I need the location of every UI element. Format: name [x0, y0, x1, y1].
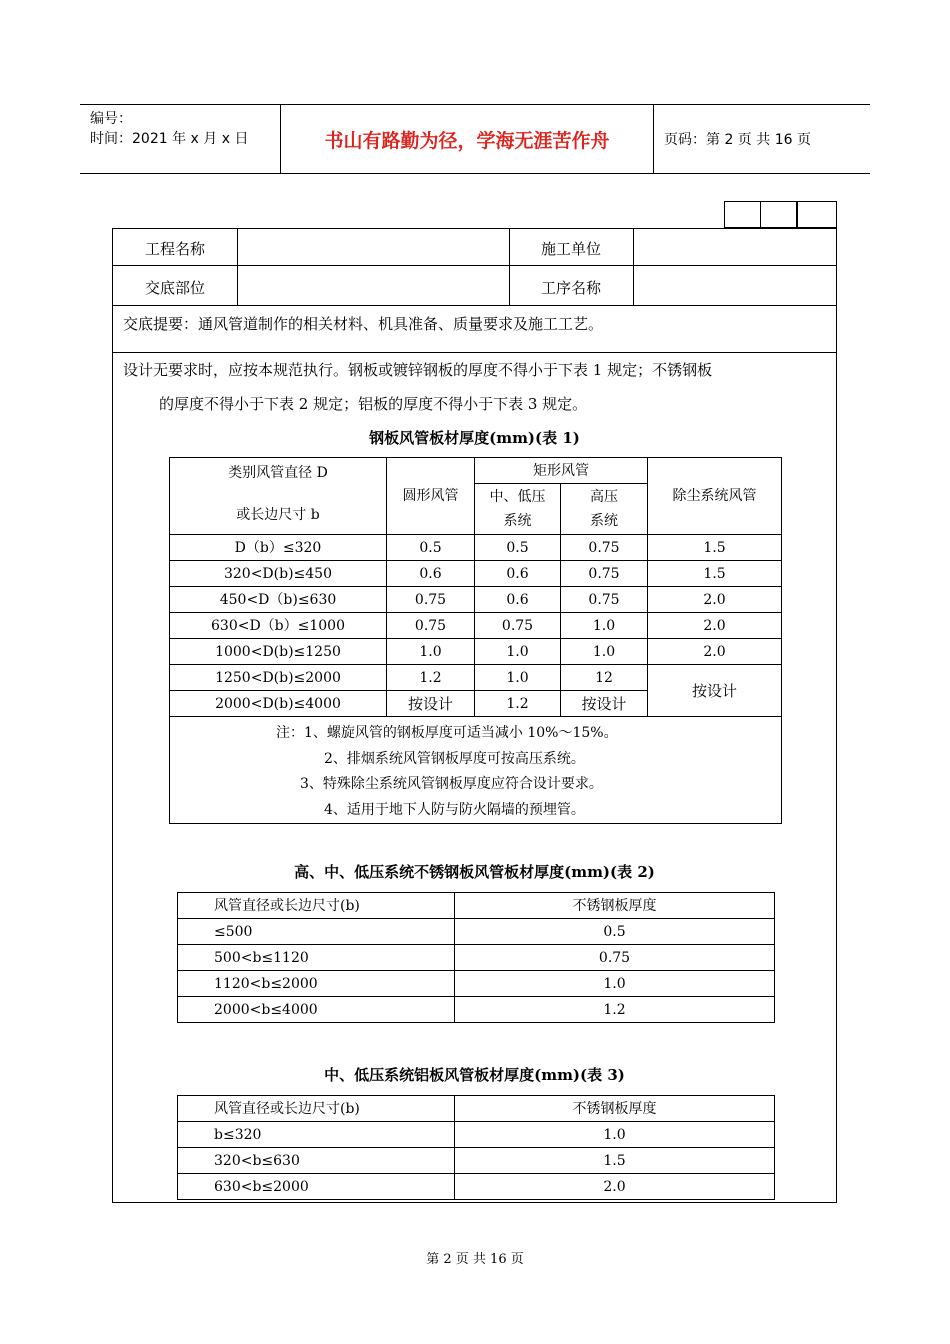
table1-header-rect: 矩形风管 — [475, 458, 648, 484]
table1-notes — [170, 717, 782, 824]
table1-header-midlow — [475, 484, 561, 535]
cell-round: 1.2 — [387, 665, 475, 691]
header-meta — [80, 105, 280, 173]
table-row — [178, 1148, 775, 1174]
cell-round: 1.0 — [387, 639, 475, 665]
cell-thickness: 2.0 — [455, 1174, 775, 1200]
cell-round: 0.75 — [387, 613, 475, 639]
cell-midlow: 1.0 — [475, 639, 561, 665]
table-row — [170, 561, 782, 587]
cell-dust: 按设计 — [648, 665, 782, 717]
cell-thickness: 1.0 — [455, 1122, 775, 1148]
cell-size: 1250<D(b)≤2000 — [170, 665, 387, 691]
cell-size: 630<D（b）≤1000 — [170, 613, 387, 639]
cell-size: b≤320 — [178, 1122, 455, 1148]
cell-thickness: 1.0 — [455, 971, 775, 997]
cell-size: 1120<b≤2000 — [178, 971, 455, 997]
note-1: 注：1、螺旋风管的钢板厚度可适当减小 10%～15%。 — [276, 725, 618, 741]
table-row — [178, 1174, 775, 1200]
table-row — [170, 639, 782, 665]
page-info: 页码：第 2 页 共 16 页 — [664, 132, 811, 148]
table-row — [170, 665, 782, 691]
table-row — [178, 1122, 775, 1148]
table-row — [178, 919, 775, 945]
cell-high: 1.0 — [561, 613, 648, 639]
blank-box — [724, 201, 761, 228]
header-midlow-text: 中、低压 — [489, 489, 546, 505]
cell-size: 320<b≤630 — [178, 1148, 455, 1174]
cell-size: ≤500 — [178, 919, 455, 945]
cell-dust: 2.0 — [648, 613, 782, 639]
header-high-text: 高压 — [590, 489, 618, 505]
process-name-label: 工序名称 — [540, 279, 601, 297]
cell-round: 按设计 — [387, 691, 475, 717]
cell-high: 12 — [561, 665, 648, 691]
cell-size: 450<D（b)≤630 — [170, 587, 387, 613]
cell-size: 2000<b≤4000 — [178, 997, 455, 1023]
header-system-text: 系统 — [590, 513, 618, 529]
cell-dust: 2.0 — [648, 587, 782, 613]
cell-thickness: 0.5 — [455, 919, 775, 945]
table-row — [170, 613, 782, 639]
construction-unit-label: 施工单位 — [540, 240, 601, 258]
cell-midlow: 1.2 — [475, 691, 561, 717]
cell-size: 320<D(b)≤450 — [170, 561, 387, 587]
blank-box — [760, 201, 797, 228]
table2-header-thickness: 不锈钢板厚度 — [455, 893, 775, 919]
cell-size: 1000<D(b)≤1250 — [170, 639, 387, 665]
cell-thickness: 1.2 — [455, 997, 775, 1023]
cell-dust: 2.0 — [648, 639, 782, 665]
stainless-thickness-table — [177, 892, 775, 1023]
note-4: 4、适用于地下人防与防火隔墙的预埋管。 — [324, 801, 585, 818]
page-header — [80, 104, 870, 174]
header-system-text: 系统 — [503, 513, 532, 529]
steel-thickness-table — [169, 457, 782, 824]
project-name-label: 工程名称 — [144, 240, 205, 258]
table1-header-high — [561, 484, 648, 535]
cell-high: 1.0 — [561, 639, 648, 665]
cell-size: D（b）≤320 — [170, 535, 387, 561]
cell-size: 2000<D(b)≤4000 — [170, 691, 387, 717]
page-footer: 第 2 页 共 16 页 — [426, 1252, 524, 1267]
intro-line-1: 设计无要求时，应按本规范执行。钢板或镀锌钢板的厚度不得小于下表 1 规定；不锈钢板 — [123, 361, 713, 379]
table-row — [170, 535, 782, 561]
cell-round: 0.6 — [387, 561, 475, 587]
header-size-line1: 类别风管直径 D — [228, 465, 328, 481]
table3-caption: 中、低压系统铝板风管板材厚度(mm)(表 3) — [324, 1066, 625, 1084]
note-2: 2、排烟系统风管钢板厚度可按高压系统。 — [324, 750, 585, 767]
table1-caption: 钢板风管板材厚度(mm)(表 1) — [369, 429, 580, 447]
cell-size: 500<b≤1120 — [178, 945, 455, 971]
cell-midlow: 0.6 — [475, 587, 561, 613]
intro-line-2: 的厚度不得小于下表 2 规定；铝板的厚度不得小于下表 3 规定。 — [159, 395, 588, 413]
aluminum-thickness-table — [177, 1095, 775, 1200]
table-row — [178, 997, 775, 1023]
number-label: 编号： — [90, 111, 132, 127]
table2-header-size: 风管直径或长边尺寸(b) — [178, 893, 455, 919]
cell-midlow: 0.5 — [475, 535, 561, 561]
cell-midlow: 1.0 — [475, 665, 561, 691]
cell-round: 0.5 — [387, 535, 475, 561]
cell-high: 0.75 — [561, 587, 648, 613]
table2-caption: 高、中、低压系统不锈钢板风管板材厚度(mm)(表 2) — [294, 863, 655, 881]
cell-dust: 1.5 — [648, 535, 782, 561]
cell-thickness: 0.75 — [455, 945, 775, 971]
table-row — [170, 587, 782, 613]
time-label: 时间：2021 年 x 月 x 日 — [90, 131, 249, 147]
blank-box — [797, 201, 837, 228]
cell-high: 按设计 — [561, 691, 648, 717]
cell-midlow: 0.6 — [475, 561, 561, 587]
summary-text: 交底提要：通风管道制作的相关材料、机具准备、质量要求及施工工艺。 — [123, 315, 604, 333]
table1-header-round: 圆形风管 — [387, 458, 475, 535]
table3-header-size: 风管直径或长边尺寸(b) — [178, 1096, 455, 1122]
cell-dust: 1.5 — [648, 561, 782, 587]
table1-header-dust: 除尘系统风管 — [648, 458, 782, 535]
table1-header-size — [170, 458, 387, 535]
cell-high: 0.75 — [561, 535, 648, 561]
handover-part-label: 交底部位 — [144, 279, 205, 297]
cell-midlow: 0.75 — [475, 613, 561, 639]
cell-size: 630<b≤2000 — [178, 1174, 455, 1200]
motto: 书山有路勤为径，学海无涯苦作舟 — [280, 105, 654, 173]
note-3: 3、特殊除尘系统风管钢板厚度应符合设计要求。 — [300, 776, 603, 792]
cell-round: 0.75 — [387, 587, 475, 613]
header-size-line2: 或长边尺寸 b — [236, 507, 320, 523]
cell-thickness: 1.5 — [455, 1148, 775, 1174]
table-row — [178, 971, 775, 997]
table3-header-thickness: 不锈钢板厚度 — [455, 1096, 775, 1122]
table-row — [178, 945, 775, 971]
cell-high: 0.75 — [561, 561, 648, 587]
